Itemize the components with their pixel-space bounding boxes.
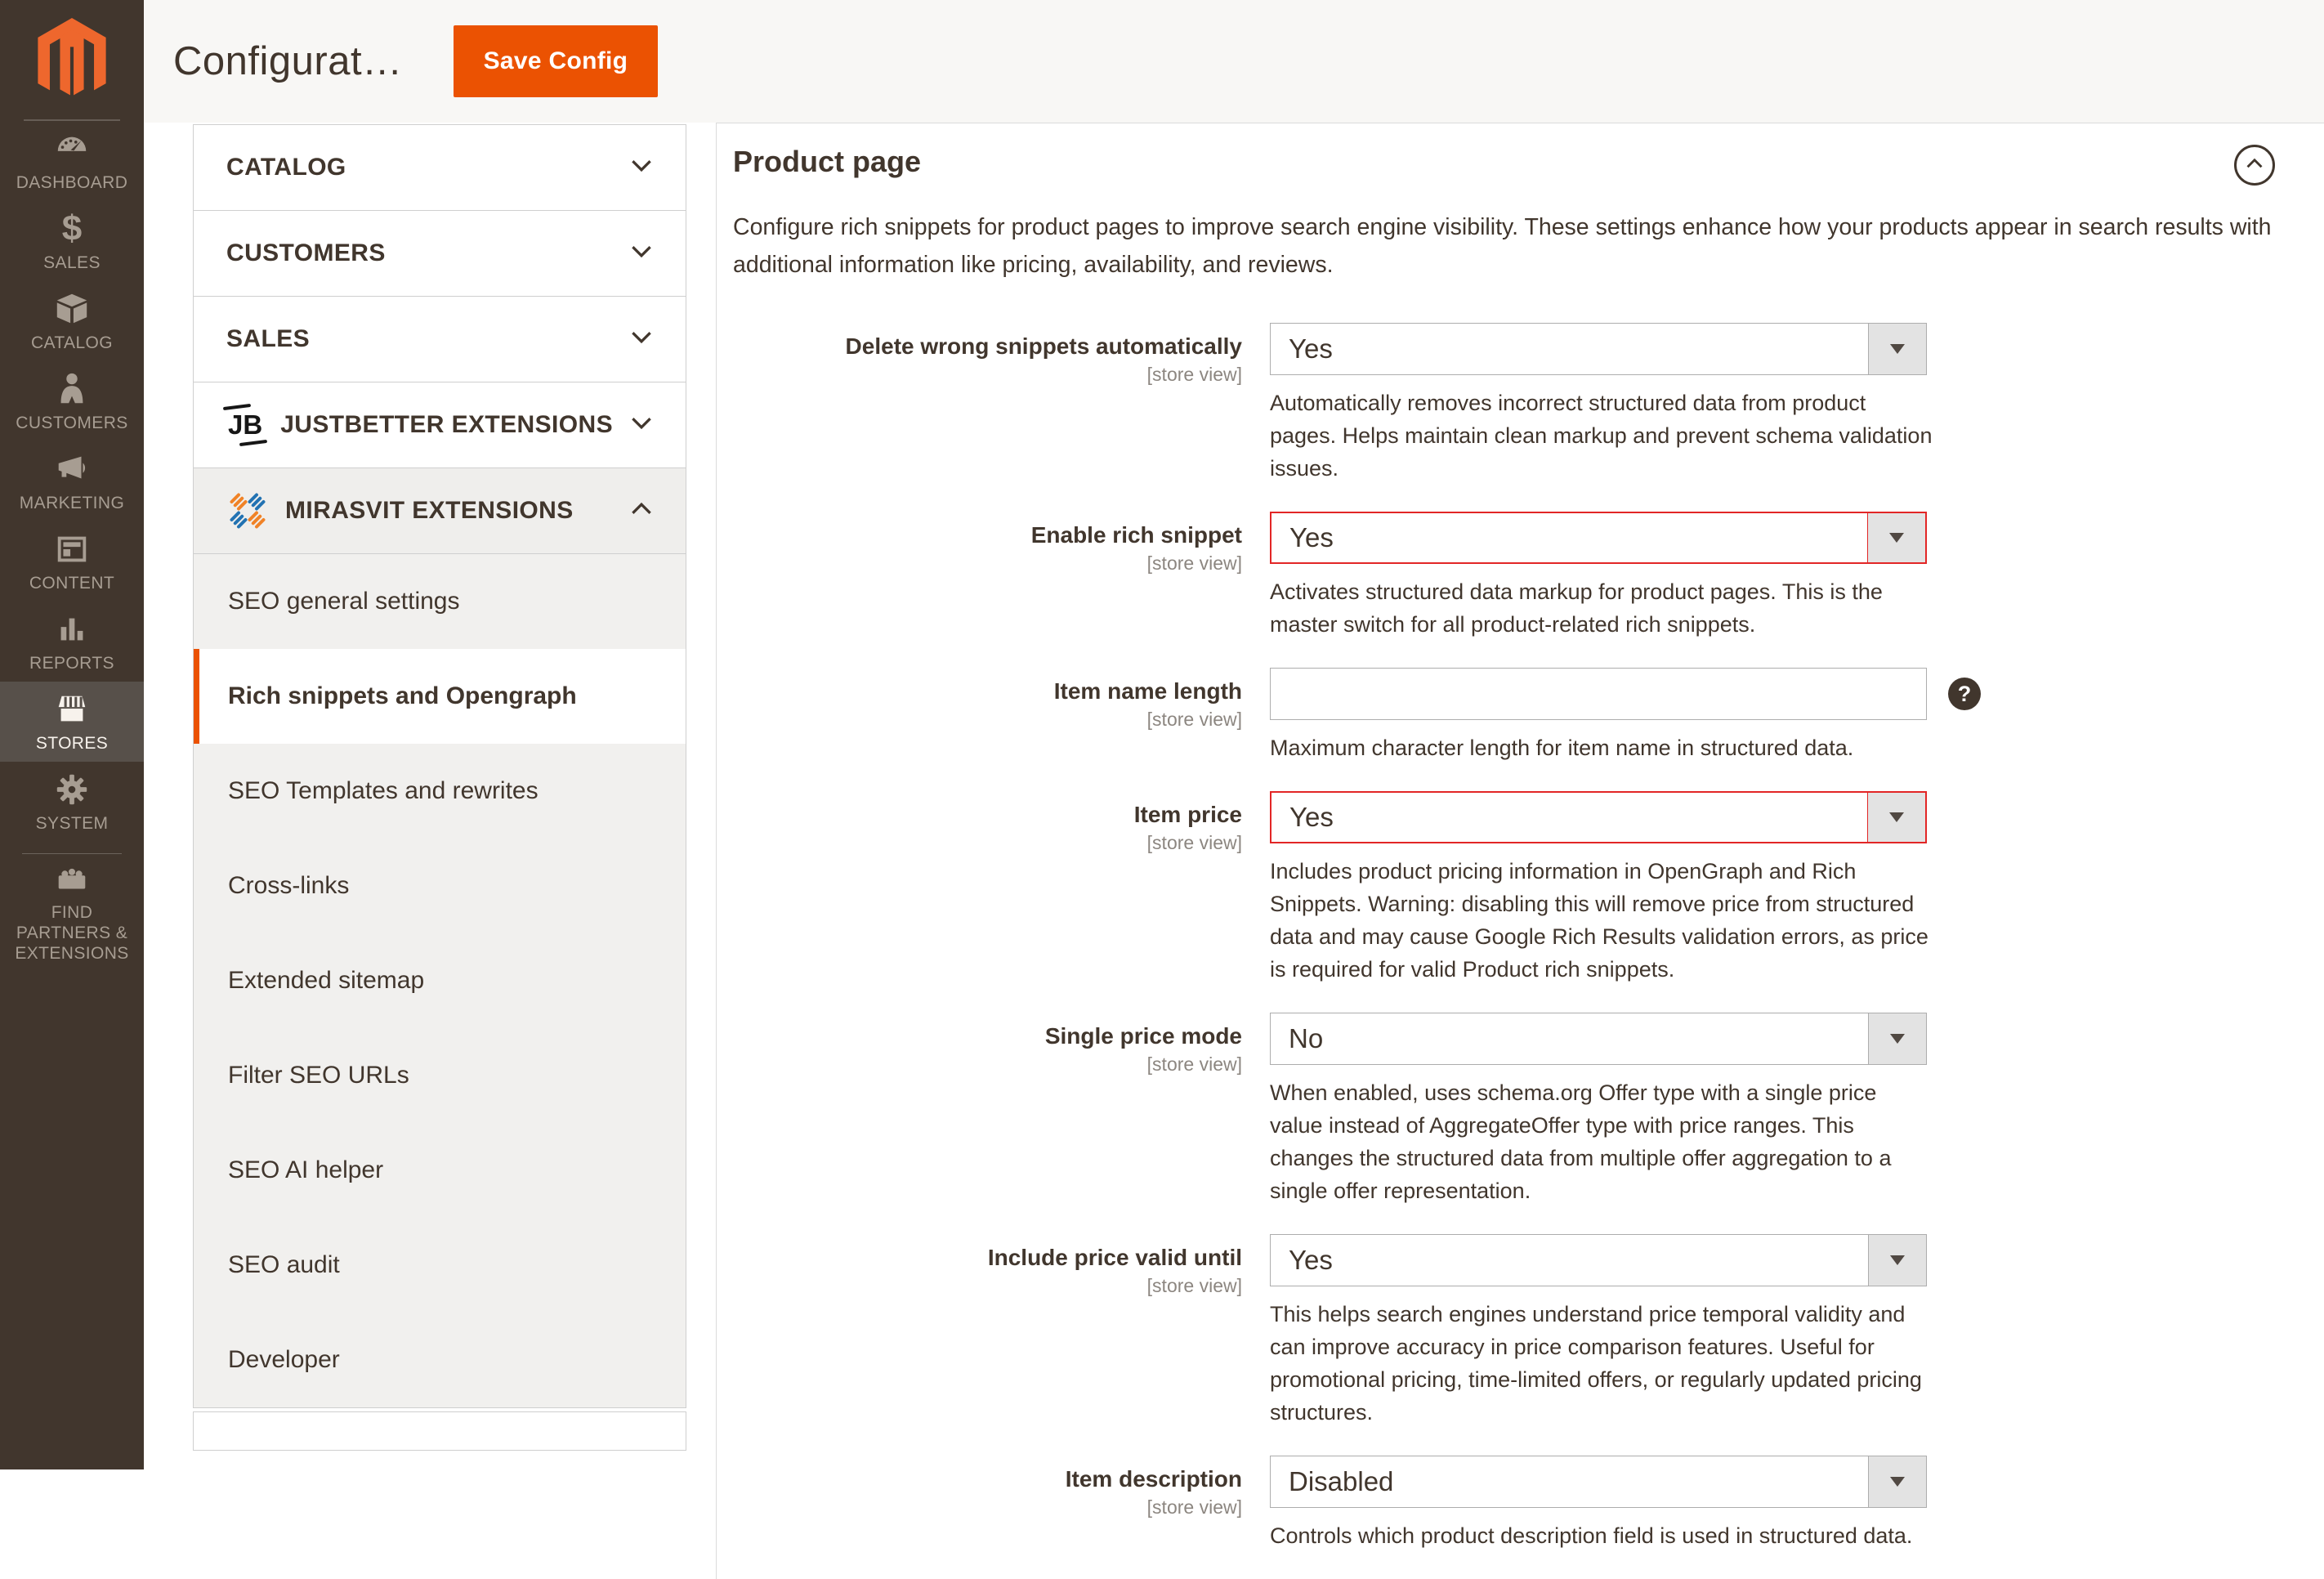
nav-section-label: SALES <box>226 325 311 352</box>
chevron-up-icon <box>2246 158 2264 173</box>
nav-item-developer[interactable] <box>194 1313 686 1407</box>
chevron-down-icon <box>1868 1456 1926 1507</box>
field-scope: [store view] <box>1146 552 1242 574</box>
reports-icon <box>53 610 91 649</box>
field-help-text: Maximum character length for item name in structured data. <box>1270 736 1854 760</box>
section-title: Product page <box>733 145 922 178</box>
select-value: No <box>1289 1023 1324 1053</box>
chevron-down-icon <box>1868 1235 1926 1286</box>
mirasvit-submenu <box>193 553 686 1408</box>
field-row-single-price-mode <box>733 1013 2280 1207</box>
sidebar-item-label: CUSTOMERS <box>16 414 128 432</box>
chevron-down-icon <box>1867 793 1925 842</box>
field-help-text: Controls which product description field is used in structured data. <box>1270 1523 1913 1548</box>
nav-item-seo-general-settings[interactable] <box>194 554 686 649</box>
field-help-text: This helps search engines understand price temporal validity and can improve accuracy in price comparison features. Useful for promotional pricing, time-limited offers, or regularly updated pricing structures. <box>1270 1302 1922 1425</box>
nav-item-label: Filter SEO URLs <box>228 1062 409 1089</box>
product-page-panel <box>716 123 2324 1579</box>
nav-section-label: CUSTOMERS <box>226 239 386 266</box>
enable-rich-snippet-select[interactable] <box>1270 512 1927 564</box>
help-icon[interactable] <box>1948 678 1981 710</box>
chevron-down-icon <box>630 159 653 177</box>
field-label: Item description <box>1065 1466 1242 1492</box>
select-value: Yes <box>1289 522 1334 552</box>
nav-item-cross-links[interactable] <box>194 839 686 933</box>
nav-item-label: Cross-links <box>228 872 350 899</box>
sidebar-item-sales[interactable] <box>0 201 144 281</box>
field-scope: [store view] <box>1146 1496 1242 1518</box>
sidebar-item-marketing[interactable] <box>0 441 144 521</box>
stores-icon <box>53 690 91 729</box>
main-column <box>144 0 2324 1548</box>
sales-icon: $ <box>61 208 83 248</box>
sidebar-item-stores[interactable] <box>0 682 144 762</box>
field-help-text: Includes product pricing information in OpenGraph and Rich Snippets. Warning: disabling this will remove price from structured data and may cause Google Rich Results validation errors, as price is required for valid Product rich snippets. <box>1270 859 1928 982</box>
field-label: Include price valid until <box>987 1245 1242 1270</box>
chevron-down-icon <box>1868 1013 1926 1064</box>
sidebar-item-label: CONTENT <box>29 574 115 593</box>
chevron-down-icon <box>1868 324 1926 374</box>
mirasvit-logo-icon <box>226 490 269 532</box>
chevron-up-icon <box>630 502 653 520</box>
sidebar-divider <box>22 853 122 854</box>
field-row-include-price-valid-until <box>733 1234 2280 1429</box>
sidebar-item-reports[interactable] <box>0 602 144 682</box>
sidebar-item-label: REPORTS <box>29 654 114 673</box>
field-label: Single price mode <box>1044 1023 1242 1049</box>
sidebar-item-label: CATALOG <box>30 333 114 352</box>
select-value: Yes <box>1289 333 1333 364</box>
sidebar-item-label: SALES <box>43 253 101 272</box>
item-price-select[interactable] <box>1270 791 1927 843</box>
magento-logo-icon <box>34 18 109 103</box>
field-label: Item name length <box>1053 678 1242 704</box>
catalog-icon <box>53 289 91 329</box>
sidebar-item-system[interactable] <box>0 762 144 842</box>
admin-sidebar <box>0 0 144 1469</box>
nav-item-rich-snippets-and-opengraph[interactable] <box>194 649 686 744</box>
field-row-item-name-length <box>733 668 2280 764</box>
system-gear-icon <box>53 770 91 809</box>
field-help-text: Activates structured data markup for product pages. This is the master switch for all product-related rich snippets. <box>1270 579 1883 637</box>
sidebar-item-customers[interactable] <box>0 361 144 441</box>
nav-section-justbetter-extensions[interactable] <box>193 382 686 468</box>
nav-item-label: SEO Templates and rewrites <box>228 777 539 804</box>
collapse-section-button[interactable] <box>2234 145 2275 186</box>
page-title: Configurat… <box>173 39 403 83</box>
select-value: Yes <box>1289 1245 1333 1275</box>
nav-item-seo-audit[interactable] <box>194 1218 686 1313</box>
sidebar-item-label: SYSTEM <box>35 814 109 833</box>
delete-wrong-snippets-select[interactable] <box>1270 323 1927 375</box>
item-name-length-input[interactable] <box>1270 668 1927 720</box>
field-scope: [store view] <box>1146 1053 1242 1075</box>
configuration-body <box>144 123 2324 1548</box>
nav-item-label: SEO audit <box>228 1251 340 1278</box>
sidebar-item-catalog[interactable] <box>0 281 144 361</box>
field-label: Item price <box>1133 802 1242 827</box>
sidebar-item-label: FIND PARTNERS & EXTENSIONS <box>15 903 129 963</box>
extensions-brick-icon <box>53 861 91 898</box>
include-price-valid-until-select[interactable] <box>1270 1234 1927 1286</box>
nav-section-label: JUSTBETTER EXTENSIONS <box>280 411 613 438</box>
config-form <box>733 323 2280 1552</box>
nav-section-label: MIRASVIT EXTENSIONS <box>285 497 574 524</box>
dashboard-icon <box>53 129 91 168</box>
page-header <box>144 0 2324 123</box>
marketing-icon <box>53 450 91 489</box>
nav-section-customers[interactable] <box>193 210 686 297</box>
save-config-button[interactable]: Save Config <box>454 25 659 97</box>
field-help-text: When enabled, uses schema.org Offer type with a single price value instead of AggregateOffer type with price ranges. This changes the structured data from multiple offer aggregation to a single offer representation. <box>1270 1080 1892 1203</box>
field-scope: [store view] <box>1146 832 1242 853</box>
field-label: Enable rich snippet <box>1030 522 1242 548</box>
section-description: Configure rich snippets for product pages to improve search engine visibility. These settings enhance how your products appear in search results with additional information like pricing, availability, and reviews. <box>733 214 2272 278</box>
customers-icon <box>53 369 91 409</box>
chevron-down-icon <box>630 244 653 262</box>
chevron-down-icon <box>1867 513 1925 562</box>
sidebar-item-find-partners[interactable] <box>0 861 144 964</box>
field-row-delete-wrong-snippets <box>733 323 2280 485</box>
nav-section-mirasvit-extensions[interactable] <box>193 467 686 554</box>
chevron-down-icon <box>630 416 653 434</box>
content-icon <box>53 530 91 569</box>
justbetter-logo-icon: JB <box>226 408 264 442</box>
nav-item-label: Developer <box>228 1346 340 1373</box>
nav-section-partial <box>193 1411 686 1451</box>
select-value: Disabled <box>1289 1466 1394 1496</box>
nav-item-label: SEO general settings <box>228 588 460 615</box>
nav-item-label: SEO AI helper <box>228 1156 384 1183</box>
field-row-enable-rich-snippet <box>733 512 2280 641</box>
chevron-down-icon <box>630 330 653 348</box>
nav-item-filter-seo-urls[interactable] <box>194 1028 686 1123</box>
sidebar-item-content[interactable] <box>0 521 144 602</box>
nav-item-label: Rich snippets and Opengraph <box>228 682 577 709</box>
config-section-nav <box>193 123 686 1451</box>
magento-logo[interactable] <box>0 0 144 121</box>
field-row-item-description <box>733 1456 2280 1552</box>
nav-item-seo-ai-helper[interactable] <box>194 1123 686 1218</box>
field-label: Delete wrong snippets automatically <box>845 333 1242 359</box>
field-scope: [store view] <box>1146 1275 1242 1296</box>
field-row-item-price <box>733 791 2280 986</box>
nav-section-label: CATALOG <box>226 154 346 181</box>
sidebar-item-label: DASHBOARD <box>16 173 128 192</box>
single-price-mode-select[interactable] <box>1270 1013 1927 1065</box>
sidebar-item-label: MARKETING <box>19 494 125 512</box>
field-scope: [store view] <box>1146 364 1242 385</box>
nav-item-label: Extended sitemap <box>228 967 425 994</box>
nav-section-catalog[interactable] <box>193 124 686 211</box>
field-scope: [store view] <box>1146 709 1242 730</box>
nav-item-extended-sitemap[interactable] <box>194 933 686 1028</box>
nav-item-seo-templates-and-rewrites[interactable] <box>194 744 686 839</box>
select-value: Yes <box>1289 802 1334 832</box>
field-help-text: Automatically removes incorrect structured data from product pages. Helps maintain clean markup and prevent schema validation issues. <box>1270 391 1933 481</box>
nav-section-sales[interactable] <box>193 296 686 382</box>
item-description-select[interactable] <box>1270 1456 1927 1508</box>
sidebar-item-label: STORES <box>35 734 109 753</box>
sidebar-item-dashboard[interactable] <box>0 121 144 201</box>
